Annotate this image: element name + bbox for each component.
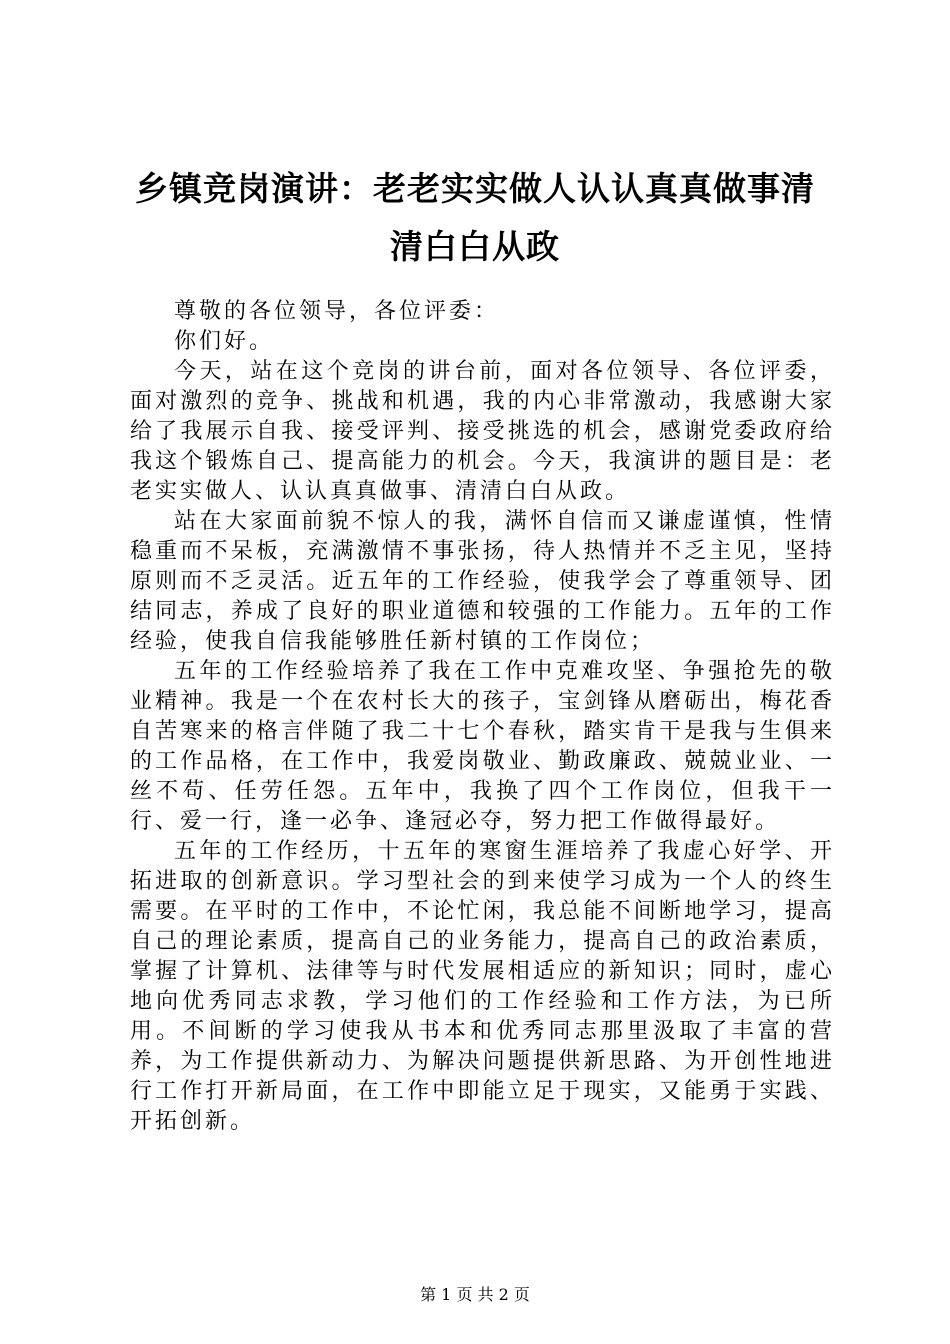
body-paragraph: 五年的工作经历，十五年的寒窗生涯培养了我虚心好学、开拓进取的创新意识。学习型社会的到来使学习成为一个人的终生需要。在平时的工作中，不论忙闲，我总能不间断地学习，提高自己的理论素质，提高自己的业务能力，提高自己的政治素质，掌握了计算机、法律等与时代发展相适应的新知识；同时，虚心地向优秀同志求教，学习他们的工作经验和工作方法，为已所用。不间断的学习使我从书本和优秀同志那里汲取了丰富的营养，为工作提供新动力、为解决问题提供新思路、为开创性地进行工作打开新局面，在工作中即能立足于现实，又能勇于实践、开拓创新。 [130,839,835,1134]
title-line-2: 清白白从政 [390,227,560,266]
title-line-1: 乡镇竞岗演讲：老老实实做人认认真真做事清 [135,169,815,208]
salutation-paragraph: 尊敬的各位领导，各位评委： [174,299,500,324]
body-paragraph: 站在大家面前貌不惊人的我，满怀自信而又谦虚谨慎，性情稳重而不呆板，充满激情不事张扬，待人热情并不乏主见，坚持原则而不乏灵活。近五年的工作经验，使我学会了尊重领导、团结同志，养成了良好的职业道德和较强的工作能力。五年的工作经验，使我自信我能够胜任新村镇的工作岗位； [130,509,835,654]
document-title [120,160,830,276]
body-paragraph: 五年的工作经验培养了我在工作中克难攻坚、争强抢先的敬业精神。我是一个在农村长大的孩子，宝剑锋从磨砺出，梅花香自苦寒来的格言伴随了我二十七个春秋，踏实肯干是我与生俱来的工作品格，在工作中，我爱岗敬业、勤政廉政、兢兢业业、一丝不苟、任劳任怨。五年中，我换了四个工作岗位，但我干一行、爱一行，逢一必争、逢冠必夺，努力把工作做得最好。 [130,659,835,834]
body-paragraph: 今天，站在这个竞岗的讲台前，面对各位领导、各位评委，面对激烈的竞争、挑战和机遇，我的内心非常激动，我感谢大家给了我展示自我、接受评判、接受挑选的机会，感谢党委政府给我这个锻炼自己、提高能力的机会。今天，我演讲的题目是：老老实实做人、认认真真做事、清清白白从政。 [130,359,835,504]
page-footer: 第 1 页 共 2 页 [420,1285,530,1304]
greeting-paragraph: 你们好。 [174,329,275,354]
document-body [130,297,835,1137]
